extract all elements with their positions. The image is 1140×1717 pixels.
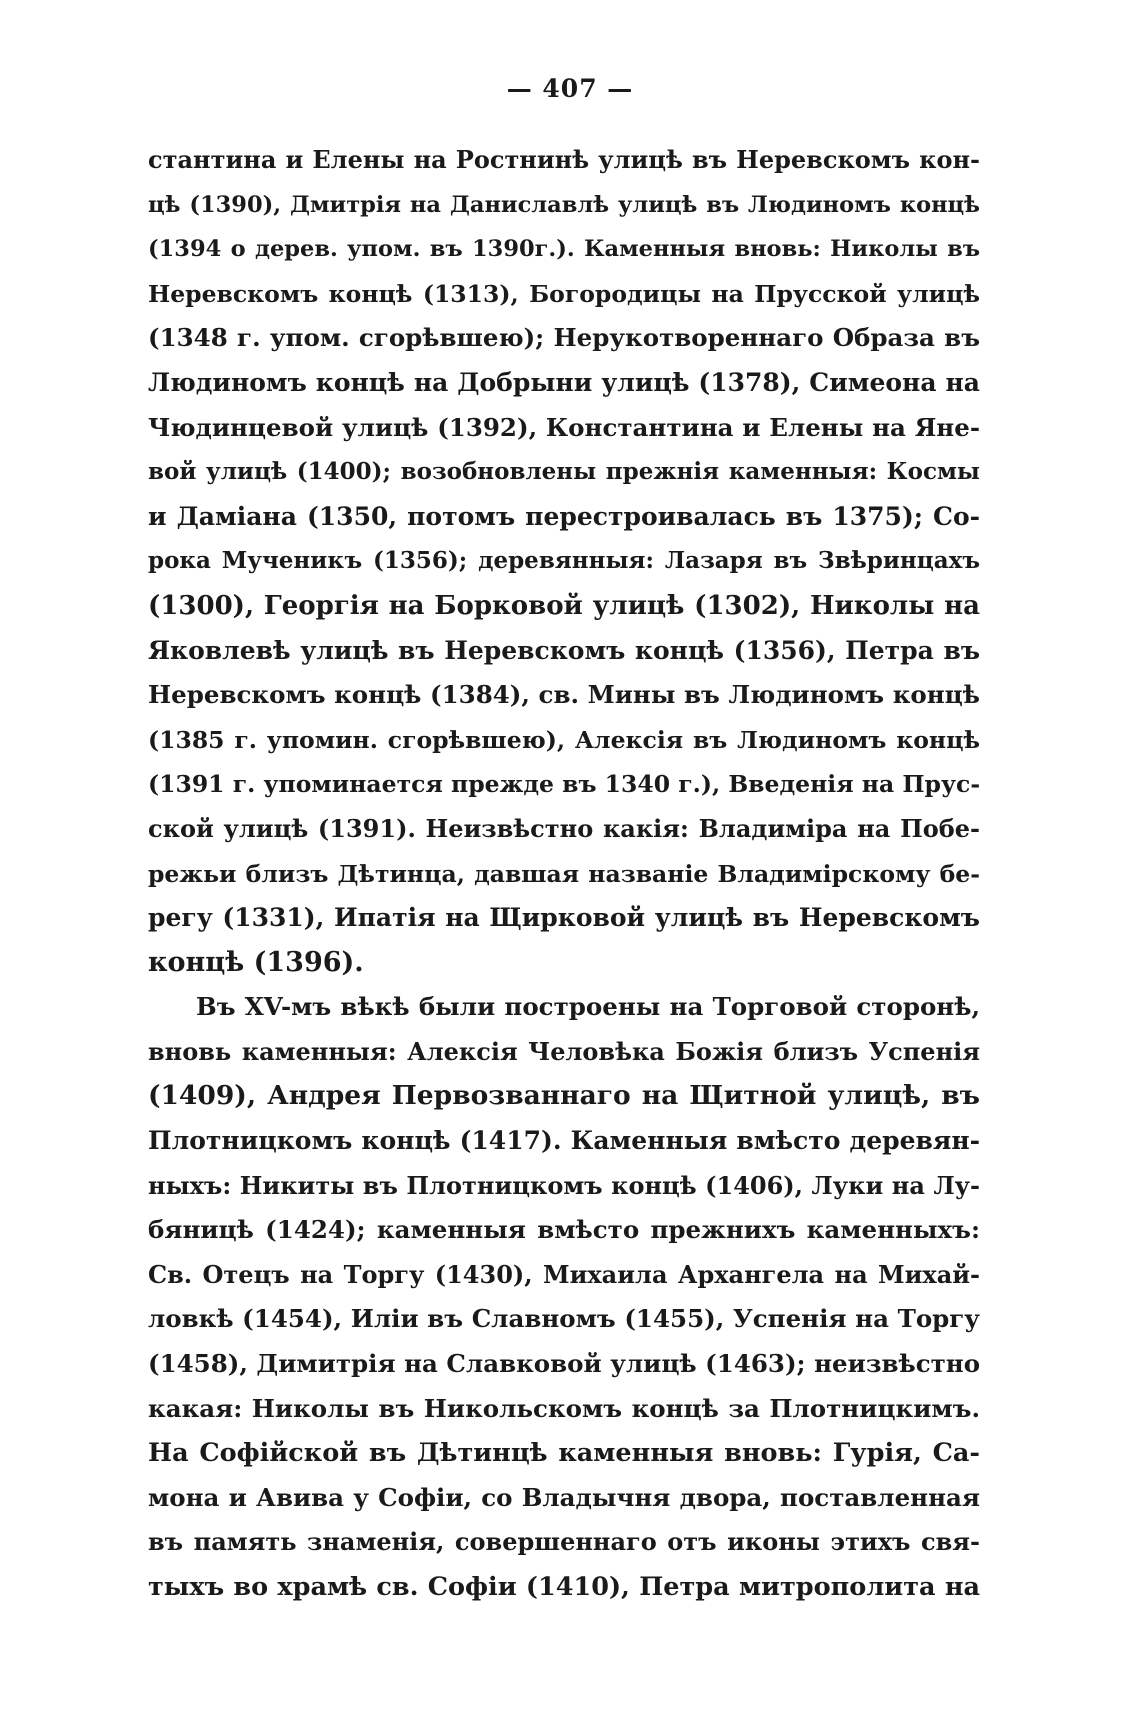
text-line: режьи близъ Дѣтинца, давшая названіе Владимірскому бе- — [148, 859, 980, 888]
text-line: вновь каменныя: Алексія Человѣка Божія близъ Успенія — [148, 1036, 980, 1066]
paragraph-start-line: Въ XV-мъ вѣкѣ были построены на Торговой сторонѣ, — [196, 992, 980, 1022]
text-line: (1409), Андрея Первозваннаго на Щитной улицѣ, въ — [148, 1080, 980, 1112]
text-line: вой улицѣ (1400); возобновлены прежнія каменныя: Космы — [148, 458, 980, 486]
text-line: стантина и Елены на Ростнинѣ улицѣ въ Неревскомъ кон- — [148, 145, 980, 174]
text-line: ловкѣ (1454), Иліи въ Славномъ (1455), Успенія на Торгу — [148, 1304, 980, 1334]
text-line: Яковлевѣ улицѣ въ Неревскомъ концѣ (1356), Петра въ — [148, 635, 980, 665]
text-line: (1348 г. упом. сгорѣвшею); Нерукотвореннаго Образа въ — [148, 323, 980, 353]
text-line: цѣ (1390), Дмитрія на Даниславлѣ улицѣ въ Людиномъ концѣ — [148, 191, 980, 218]
text-line: (1394 о дерев. упом. въ 1390г.). Каменныя вновь: Николы въ — [148, 236, 980, 263]
text-line: Плотницкомъ концѣ (1417). Каменныя вмѣсто деревян- — [148, 1126, 980, 1156]
text-line: Св. Отецъ на Торгу (1430), Михаила Архангела на Михай- — [148, 1259, 980, 1289]
text-line: рока Мучениκъ (1356); деревянныя: Лазаря въ Звѣринцахъ — [148, 547, 980, 575]
text-line: бяницѣ (1424); каменныя вмѣсто прежнихъ каменныхъ: — [148, 1215, 980, 1245]
text-line: (1300), Георгія на Борковой улицѣ (1302), Николы на — [148, 590, 980, 621]
text-line: ныхъ: Никиты въ Плотницкомъ концѣ (1406), Луки на Лу- — [148, 1170, 980, 1200]
text-line: (1391 г. упоминается прежде въ 1340 г.), Введенія на Прус- — [148, 770, 980, 799]
text-line: Чюдинцевой улицѣ (1392), Константина и Елены на Яне- — [148, 412, 980, 442]
text-line: На Софійской въ Дѣтинцѣ каменныя вновь: Гурія, Са- — [148, 1438, 980, 1469]
text-line: концѣ (1396). — [148, 946, 364, 978]
text-line: тыхъ во храмѣ св. Софіи (1410), Петра митрополита на — [148, 1572, 980, 1602]
text-line: какая: Николы въ Никольскомъ концѣ за Плотницкимъ. — [148, 1393, 980, 1423]
text-line: ской улицѣ (1391). Неизвѣстно какія: Владиміра на Побе- — [148, 813, 980, 843]
text-line: и Даміана (1350, потомъ перестроивалась въ 1375); Со- — [148, 501, 980, 531]
text-line: Неревскомъ концѣ (1313), Богородицы на Прусской улицѣ — [148, 279, 980, 308]
text-line: въ память знаменія, совершеннаго отъ иконы этихъ свя- — [148, 1527, 980, 1557]
text-line: мона и Авива у Софіи, со Владычня двора, поставленная — [148, 1482, 980, 1512]
page-number: — 407 — — [506, 74, 634, 103]
text-line: Людиномъ концѣ на Добрыни улицѣ (1378), Симеона на — [148, 367, 980, 397]
body-text — [148, 138, 980, 1610]
text-line: Неревскомъ концѣ (1384), св. Мины въ Людиномъ концѣ — [148, 680, 980, 710]
text-line: (1385 г. упомин. сгорѣвшею), Алексія въ Людиномъ концѣ — [148, 725, 980, 754]
text-line: регу (1331), Ипатія на Щирковой улицѣ въ Неревскомъ — [148, 903, 980, 933]
text-line: (1458), Димитрія на Славковой улицѣ (1463); неизвѣстно — [148, 1349, 980, 1379]
